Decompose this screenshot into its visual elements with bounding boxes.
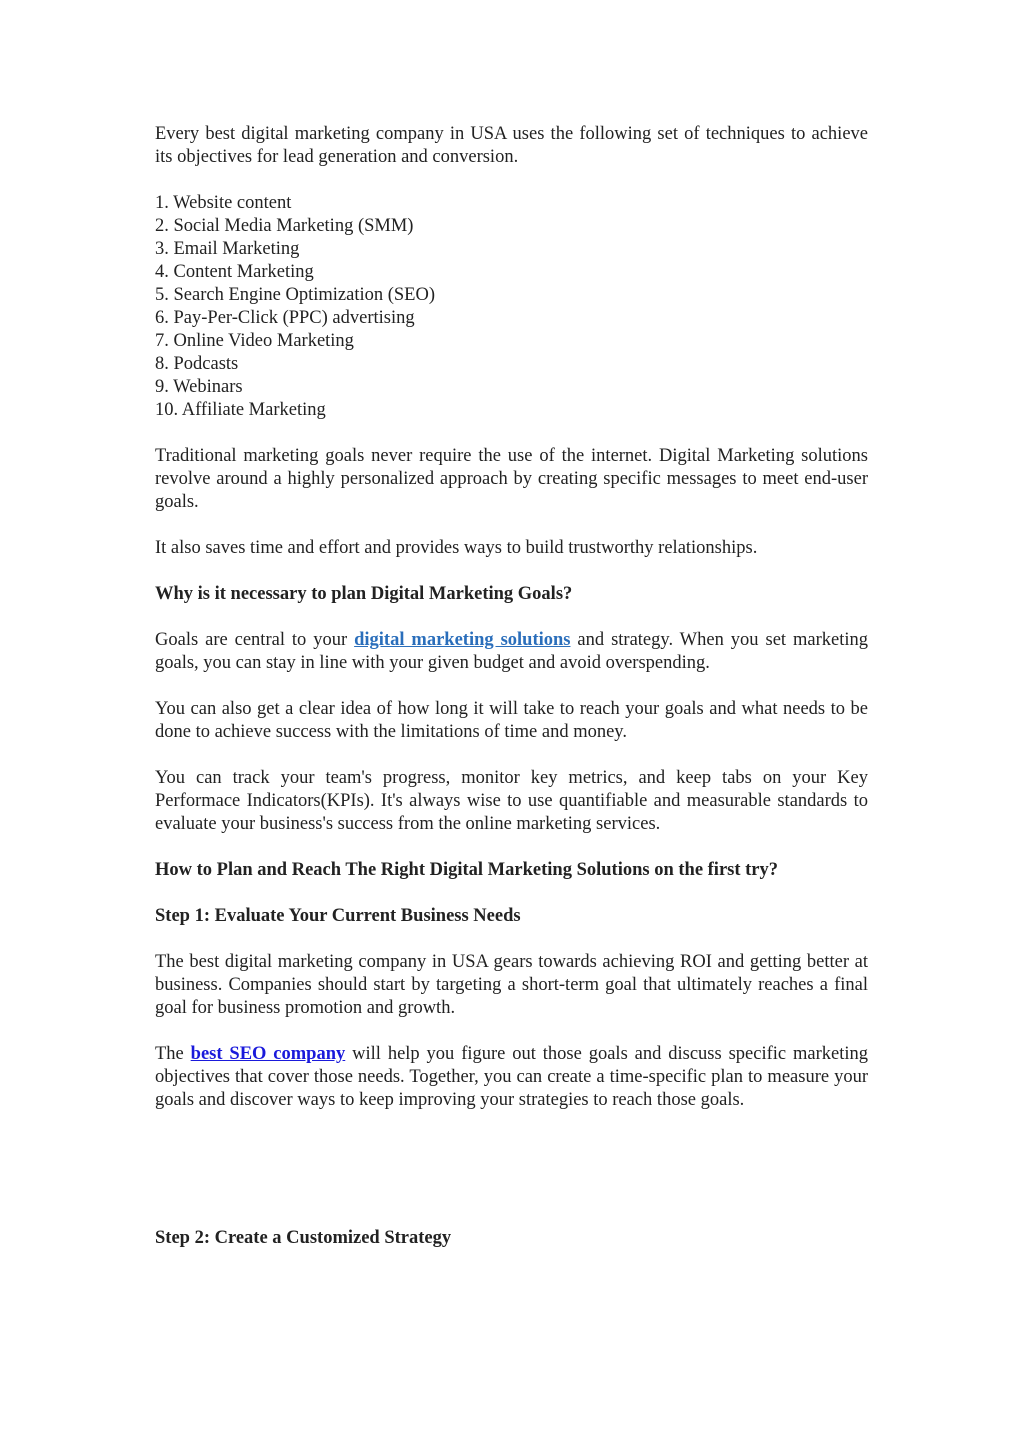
list-item: 6. Pay-Per-Click (PPC) advertising <box>155 308 415 328</box>
heading-why-plan: Why is it necessary to plan Digital Marketing Goals? <box>155 584 573 604</box>
clear-idea-paragraph: You can also get a clear idea of how long it will take to reach your goals and what needs to be done to achieve success with the limitations of time and money. <box>155 699 868 742</box>
list-item: 1. Website content <box>155 193 292 213</box>
list-item: 3. Email Marketing <box>155 239 300 259</box>
goals-text-before: Goals are central to your <box>155 630 355 650</box>
list-item: 5. Search Engine Optimization (SEO) <box>155 285 436 305</box>
track-progress-paragraph: You can track your team's progress, monitor key metrics, and keep tabs on your Key Performace Indicators(KPIs). It's always wise to use quantifiable and measurable standards to evaluate your business's success from the online marketing services. <box>155 768 868 834</box>
document-page <box>155 123 868 1273</box>
list-item: 4. Content Marketing <box>155 262 314 282</box>
heading-how-to-plan: How to Plan and Reach The Right Digital Marketing Solutions on the first try? <box>155 860 779 880</box>
digital-marketing-solutions-link[interactable]: digital marketing solutions <box>354 630 571 650</box>
list-item: 7. Online Video Marketing <box>155 331 354 351</box>
list-item: 2. Social Media Marketing (SMM) <box>155 216 414 236</box>
page-spacer <box>155 1135 868 1227</box>
seo-company-paragraph <box>155 1043 868 1112</box>
best-seo-company-link[interactable]: best SEO company <box>190 1044 346 1064</box>
list-item: 10. Affiliate Marketing <box>155 400 326 420</box>
list-item: 8. Podcasts <box>155 354 239 374</box>
roi-paragraph: The best digital marketing company in USA gears towards achieving ROI and getting better at business. Companies should start by targeting a short-term goal that ultimately reaches a final goal for business promotion and growth. <box>155 952 868 1018</box>
heading-step-1: Step 1: Evaluate Your Current Business Needs <box>155 906 521 926</box>
saves-time-paragraph: It also saves time and effort and provides ways to build trustworthy relationships. <box>155 538 758 558</box>
list-item: 9. Webinars <box>155 377 243 397</box>
heading-step-2: Step 2: Create a Customized Strategy <box>155 1228 452 1248</box>
seo-text-after: will help you figure out those goals and discuss specific marketing objectives that cover those needs. Together, you can create a time-specific plan to measure your goals and discover ways to keep improving your strategies to reach those goals. <box>155 1044 869 1110</box>
intro-paragraph: Every best digital marketing company in USA uses the following set of techniques to achieve its objectives for lead generation and conversion. <box>155 124 868 167</box>
goals-paragraph <box>155 629 868 675</box>
goals-text-after: and strategy. When you set marketing goals, you can stay in line with your given budget and avoid overspending. <box>155 630 868 673</box>
traditional-paragraph: Traditional marketing goals never require the use of the internet. Digital Marketing solutions revolve around a highly personalized approach by creating specific messages to meet end-user goals. <box>155 446 868 512</box>
techniques-list <box>155 192 868 422</box>
seo-text-before: The <box>155 1044 191 1064</box>
